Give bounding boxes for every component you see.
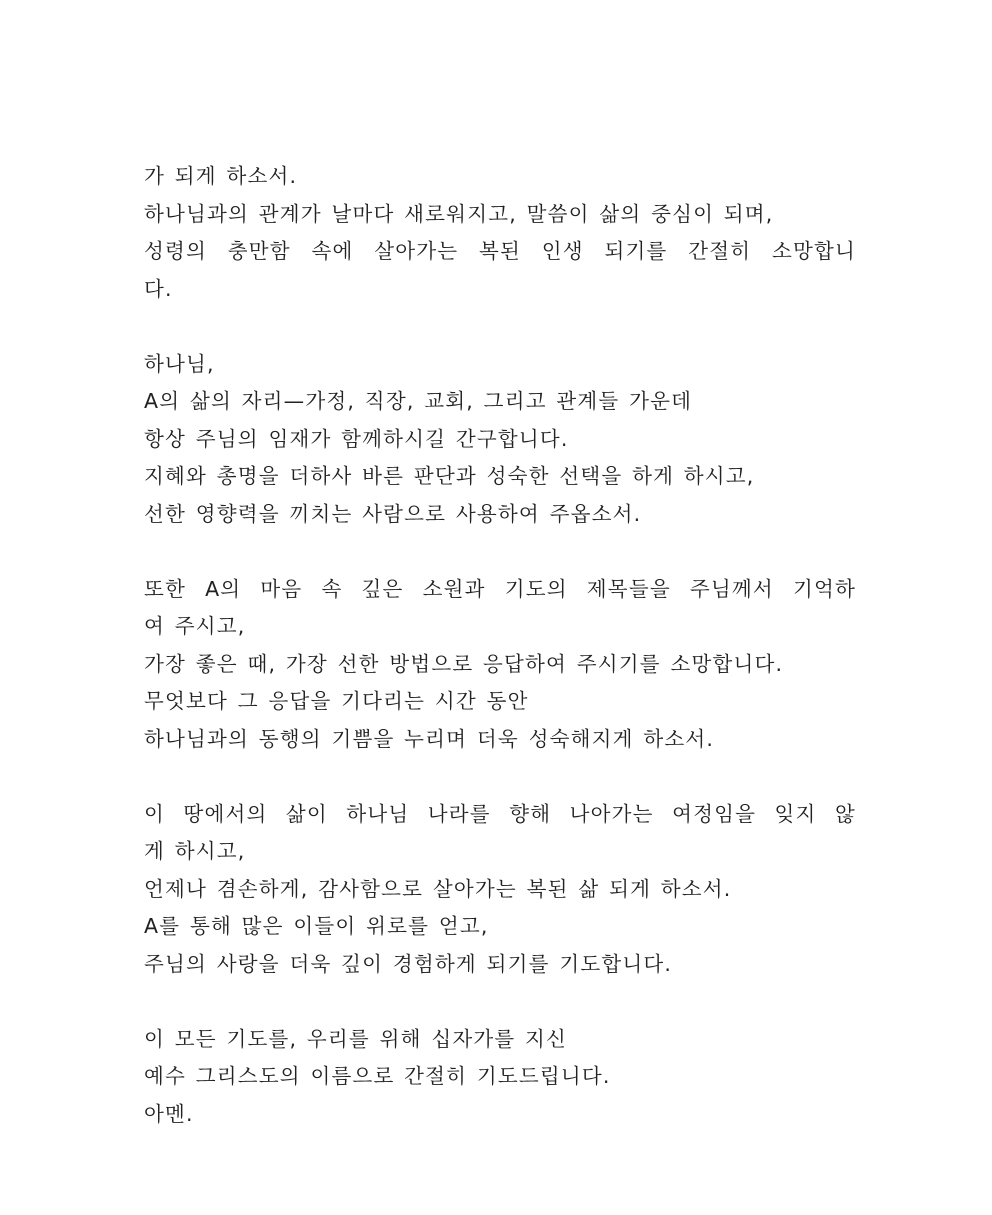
paragraph xyxy=(144,1021,856,1134)
paragraph-gap xyxy=(144,533,856,571)
text-line: 주님의 사랑을 더욱 깊이 경험하게 되기를 기도합니다. xyxy=(144,951,673,976)
paragraph xyxy=(144,796,856,984)
paragraph-gap xyxy=(144,308,856,346)
text-line: 가 되게 하소서. xyxy=(144,164,298,188)
text-line: A를 통해 많은 이들이 위로를 얻고, xyxy=(144,914,489,938)
paragraph xyxy=(144,158,856,308)
text-line: 하나님과의 관계가 날마다 새로워지고, 말씀이 삶의 중심이 되며, xyxy=(144,201,774,226)
text-line: 다. xyxy=(144,276,173,301)
prayer-text xyxy=(144,158,856,1133)
text-line: 하나님, xyxy=(144,351,215,376)
text-line: 또한 A의 마음 속 깊은 소원과 기도의 제목들을 주님께서 기억하 xyxy=(144,576,856,601)
text-line: 선한 영향력을 끼치는 사람으로 사용하여 주옵소서. xyxy=(144,501,642,526)
text-line: 예수 그리스도의 이름으로 간절히 기도드립니다. xyxy=(144,1064,611,1088)
text-line: 여 주시고, xyxy=(144,614,246,638)
text-line: 무엇보다 그 응답을 기다리는 시간 동안 xyxy=(144,689,529,713)
text-line: 지혜와 총명을 더하사 바른 판단과 성숙한 선택을 하게 하시고, xyxy=(144,464,755,488)
paragraph-gap xyxy=(144,758,856,796)
text-line: 가장 좋은 때, 가장 선한 방법으로 응답하여 주시기를 소망합니다. xyxy=(144,651,784,676)
text-line: A의 삶의 자리—가정, 직장, 교회, 그리고 관계들 가운데 xyxy=(144,389,693,413)
text-line: 이 땅에서의 삶이 하나님 나라를 향해 나아가는 여정임을 잊지 않 xyxy=(144,801,856,826)
paragraph-gap xyxy=(144,983,856,1021)
text-line: 성령의 충만함 속에 살아가는 복된 인생 되기를 간절히 소망합니 xyxy=(144,239,856,263)
text-line: 언제나 겸손하게, 감사함으로 살아가는 복된 삶 되게 하소서. xyxy=(144,876,732,901)
text-line: 이 모든 기도를, 우리를 위해 십자가를 지신 xyxy=(144,1026,568,1051)
text-line: 하나님과의 동행의 기쁨을 누리며 더욱 성숙해지게 하소서. xyxy=(144,726,715,751)
text-line: 아멘. xyxy=(144,1101,194,1126)
text-line: 항상 주님의 임재가 함께하시길 간구합니다. xyxy=(144,426,569,451)
paragraph xyxy=(144,571,856,759)
paragraph xyxy=(144,346,856,534)
text-line: 게 하시고, xyxy=(144,839,246,863)
